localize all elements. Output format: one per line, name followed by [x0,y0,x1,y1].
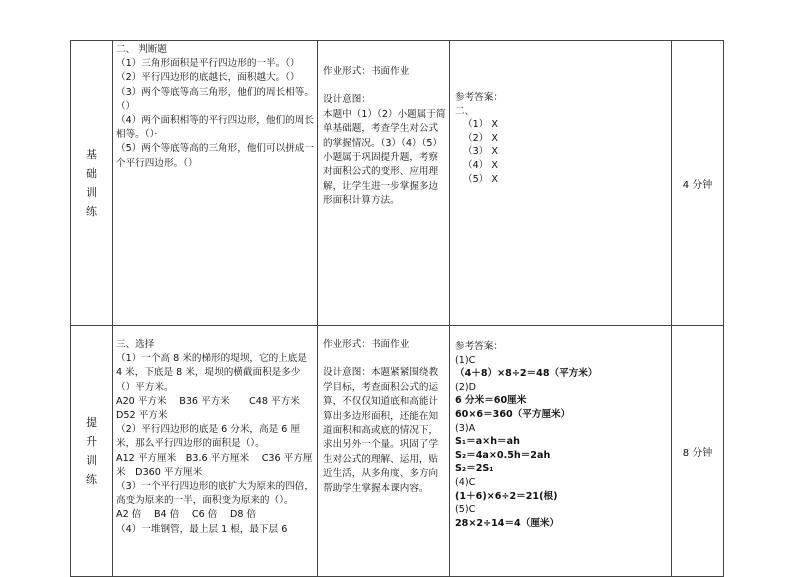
answer-line: 二、 [455,105,475,117]
design-title: 设计意图： [323,94,371,106]
time-label: 8 分钟 [682,447,713,459]
question-title: 三、选择 [116,339,155,350]
answer-line: （5） X [463,173,498,185]
question-item: （1）一个高 8 米的梯形的堤坝，它的上底是 4 米，下底是 8 米，堤坝的横截面积是多少（）平方米。 [116,353,307,393]
design-intent: 本题中（1）（2）小题属于简单基础题，考查学生对公式的掌握情况。（3）（4）（5）小题属于巩固提升题，考察对面积公式的变形、应用理解，让学生进一步掌握多边形面积计算方法。 [323,108,446,207]
question-item: （3）两个等底等高三角形，他们的周长相等。（） [116,86,314,112]
answer-line: (4)C [455,476,476,488]
answer-line: （2） X [463,132,498,144]
question-item: （3）一个平行四边形的底扩大为原来的四倍，高变为原来的一半，面积变为原来的（）。 [116,481,314,507]
time-label: 4 分钟 [682,179,713,191]
category-label: 基础训练 [86,148,97,218]
question-item: （1）三角形面积是平行四边形的一半。（） [116,58,300,70]
form-cell [318,326,450,577]
answer-line: (5)C [455,504,476,516]
answer-formula: S₂＝4a×0.5h＝2ah [455,449,551,461]
design-intent: 设计意图：本题紧紧围绕教学目标，考查面积公式的运算，不仅仅知道底和高能计算出多边形面积，还能在知道面积和高或底的情况下，求出另外一个量。巩固了学生对公式的理解、运用，贴近生活，从多角度、多方向帮助学生掌握本课内容。 [323,367,439,494]
question-cell [113,326,318,577]
question-options: A2 倍 B4 倍 C6 倍 D8 倍 [116,509,257,521]
homework-form: 作业形式：书面作业 [323,66,410,77]
question-options: A12 平方厘米 B3.6 平方厘米 C36 平方厘米 D360 平方厘米 [116,452,313,478]
table-row [71,41,724,326]
answer-cell [450,326,672,577]
answer-formula: 60×6＝360（平方厘米） [455,408,571,420]
question-item: （2）平行四边形的底是 6 分米，高是 6 厘米，那么平行四边形的面积是（）。 [116,424,301,450]
table-row [71,326,724,577]
answer-line: （3） X [463,146,498,158]
answer-line: (2)D [455,381,476,393]
answer-formula: 6 分米＝60厘米 [455,395,527,407]
answer-formula: 28×2÷14＝4（厘米） [455,517,560,529]
answer-title: 参考答案： [455,341,503,352]
question-item: （4）两个面积相等的平行四边形，他们的周长相等。（）· [116,115,314,141]
answer-line: (1)C [455,354,476,366]
answer-formula: (1＋6)×6÷2＝21(根) [455,490,558,502]
homework-form: 作业形式：书面作业 [323,339,410,350]
question-options: A20 平方米 B36 平方米 C48 平方米 D52 平方米 [116,395,313,422]
question-cell [113,41,318,326]
time-cell [672,41,724,326]
form-cell [318,41,450,326]
answer-formula: （4＋8）×8÷2＝48（平方米） [455,368,598,380]
question-item: （2）平行四边形的底越长，面积越大。（） [116,72,300,84]
homework-table [70,40,724,577]
answer-line: (3)A [455,422,476,434]
time-cell [672,326,724,577]
question-item: （5）两个等底等高的三角形，他们可以拼成一个平行四边形。（） [116,143,314,169]
category-label: 提升训练 [86,416,97,486]
answer-line: （1） X [463,119,498,131]
answer-title: 参考答案： [455,92,503,103]
answer-line: （4） X [463,159,498,171]
category-cell [71,41,113,326]
category-cell [71,326,113,577]
answer-formula: S₁＝a×h＝ah [455,436,520,448]
question-title: 二、 判断题 [116,44,168,55]
answer-formula: S₂＝2S₁ [455,463,494,475]
question-item: （4）一堆钢管，最上层 1 根，最下层 6 [116,523,288,535]
answer-cell [450,41,672,326]
